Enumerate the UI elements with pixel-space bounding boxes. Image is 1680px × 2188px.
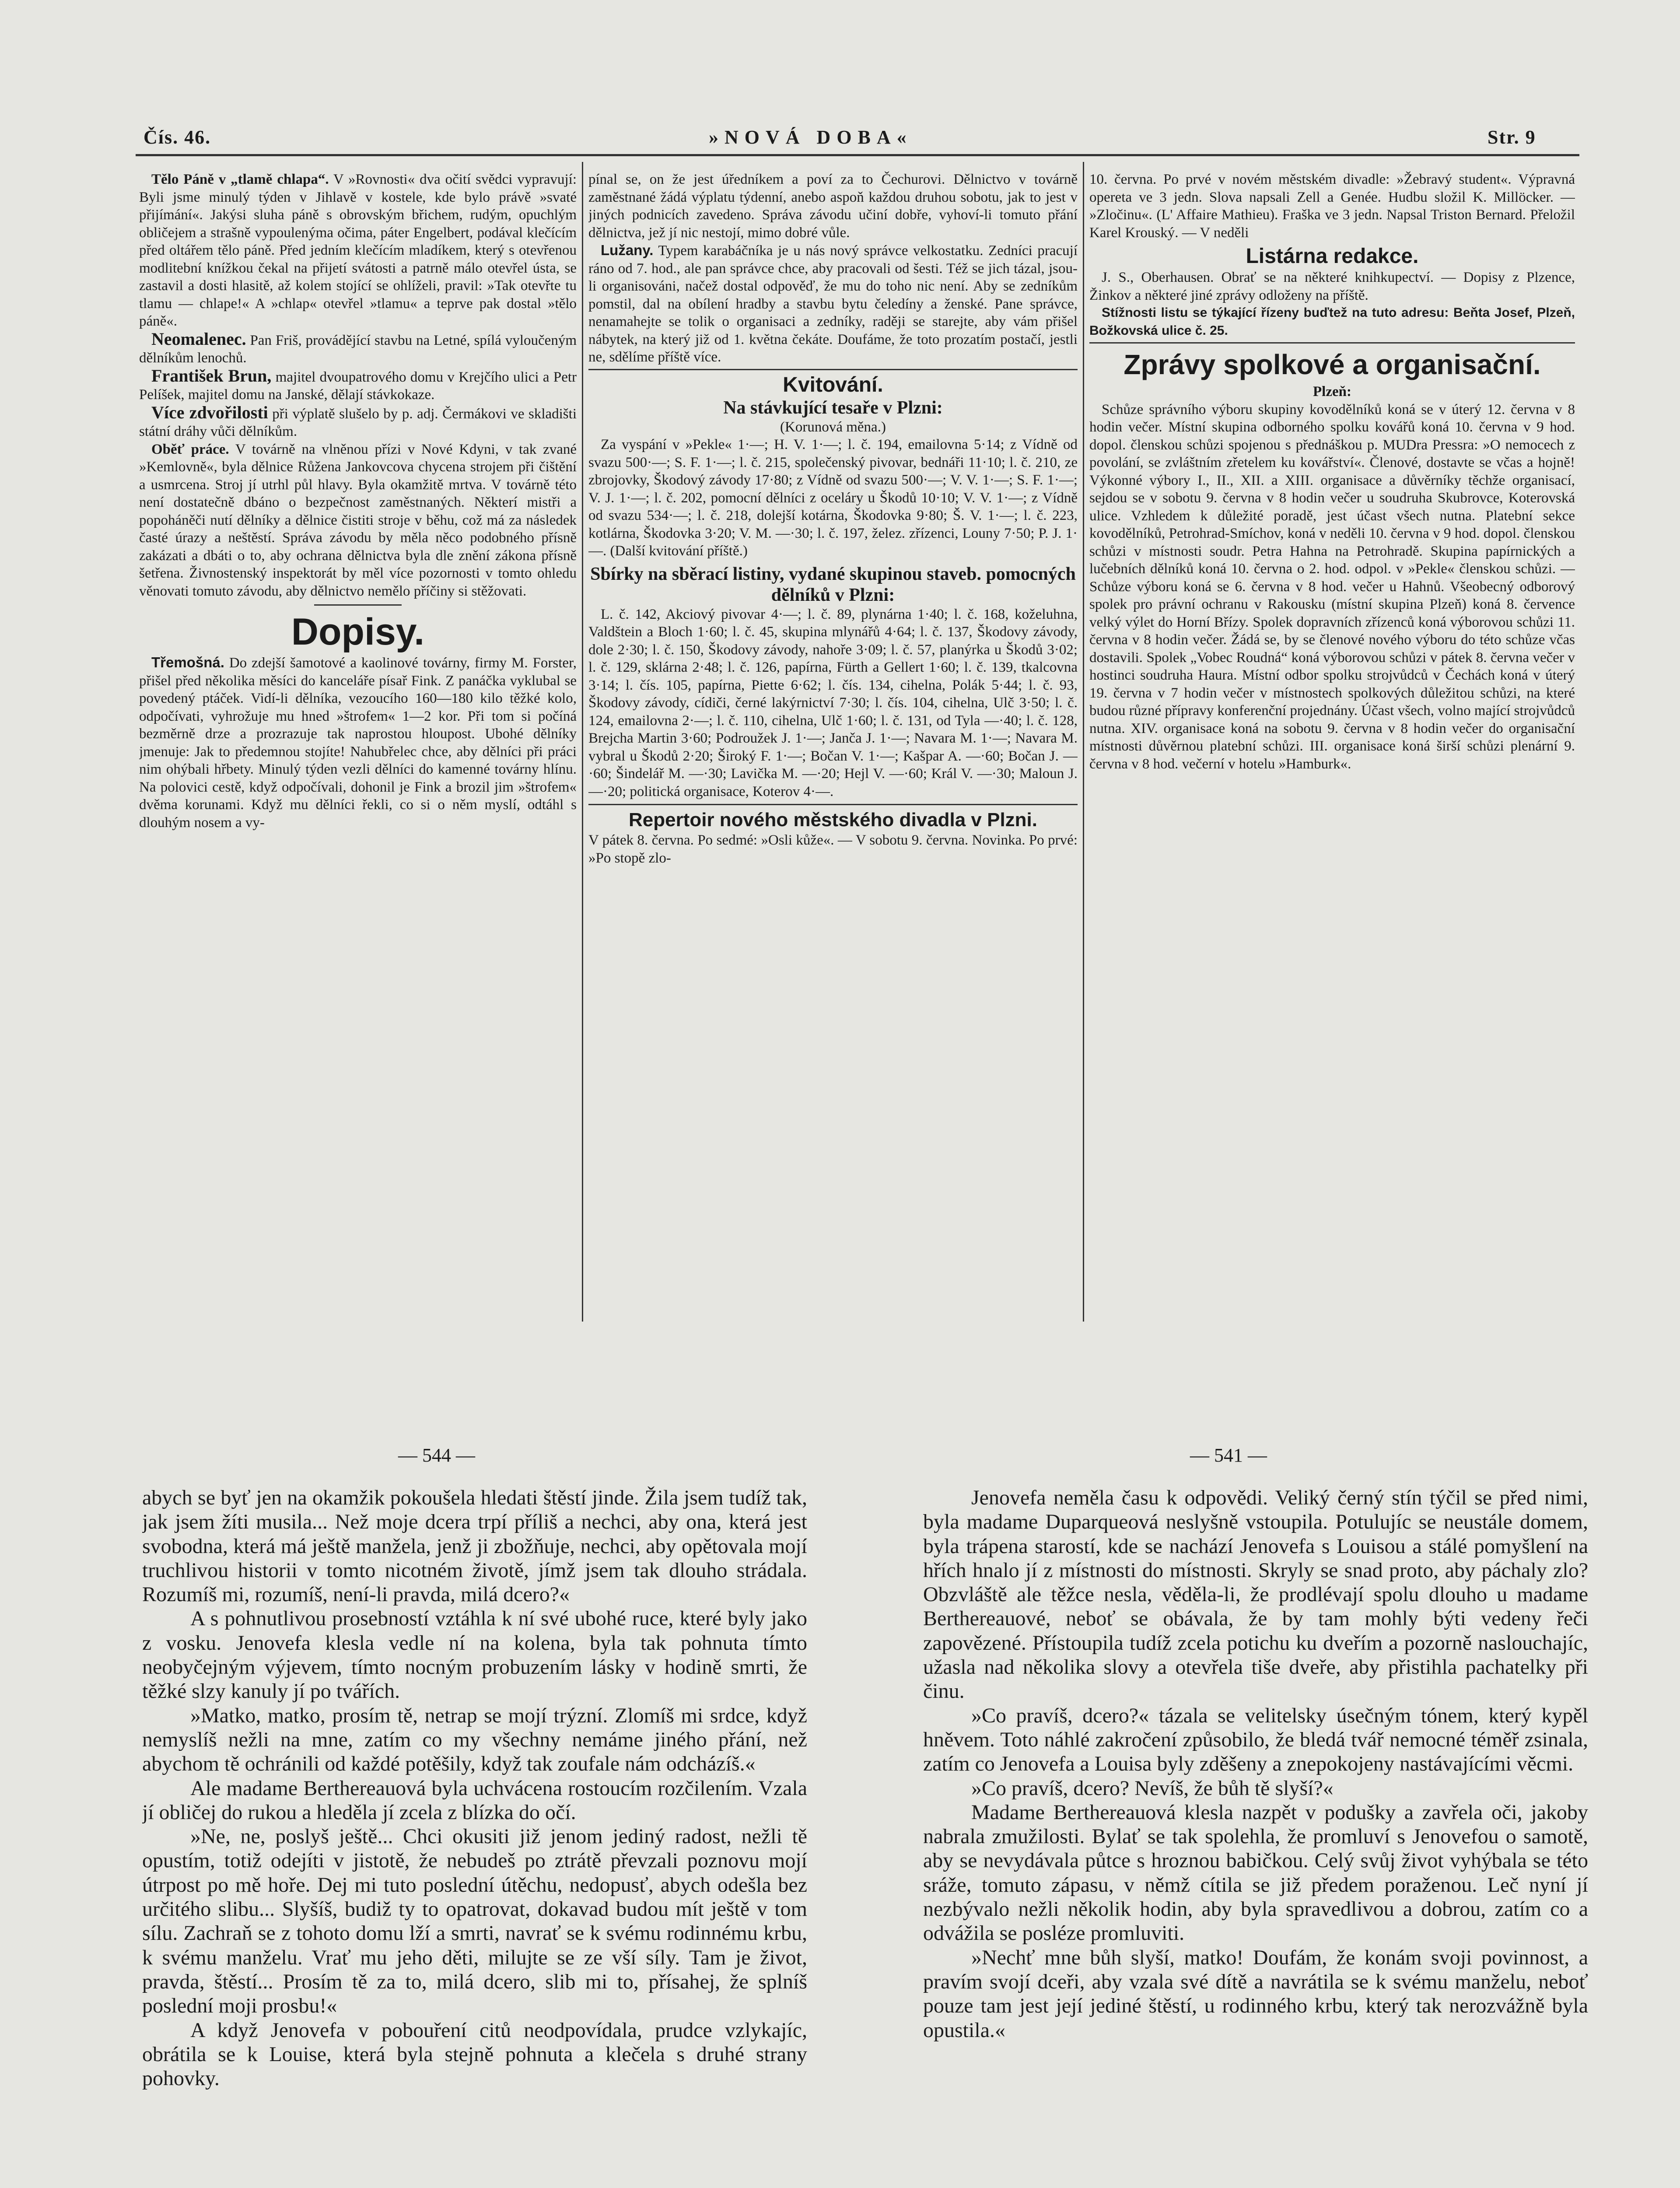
article-heading: František Brun,	[151, 365, 272, 386]
article-heading: Tělo Páně v „tlamě chlapa“.	[151, 172, 329, 187]
article-text: V továrně na vlněnou přízi v Nové Kdyni, v tak zvané »Kemlovně«, byla dělnice Růžena Jankovcova chycena strojem při čištění a usmrcena. Stroj jí utrhl půl hlavy. Byla okamžitě mrtva. V továrně této není dostatečně dbáno o bezpečnost zaměstnaných. Některí mistři a popoháněči nutí dělníky a dělnice čistiti stroje v běhu, což má za následek časté úrazy a neštěstí. Správa závodu by měla něco podobného přísně zakázati a dbáti o to, aby ochrana dělnictva byla dle znění zákona přísně šetřena. Živnostenský inspektorát by měl více pozornosti v tomto ohledu věnovati tomuto závodu, aby dělnictvo nemělo příčiny si stěžovati.	[139, 441, 577, 599]
article-text: majitel dvoupatrového domu v Krejčího ulici a Petr Pelíšek, majitel domu na Janské, dělají stávkokaze.	[139, 369, 577, 403]
column-separator	[1083, 162, 1084, 1322]
novel-paragraph: Ale madame Berthereauová byla uchvácena rostoucím rozčilením. Vzala jí obličej do rukou a hleděla jí zcela z blízka do očí.	[142, 1776, 807, 1824]
right-page-number: — 541 —	[1190, 1445, 1267, 1466]
repertoir-heading: Repertoir nového městského divadla v Plzni.	[628, 809, 1038, 831]
novel-left-column	[142, 1486, 807, 2188]
section-rule	[1089, 342, 1575, 344]
page-number: Str. 9	[1488, 126, 1536, 148]
plzen-heading: Plzeň:	[1313, 384, 1351, 400]
article-heading: Lužany.	[601, 242, 654, 258]
article-heading: Více zdvořilosti	[151, 402, 268, 422]
column-1	[139, 171, 577, 1326]
novel-paragraph: Madame Berthereauová klesla nazpět v podušky a zavřela oči, jakoby nabrala zmužilosti. Bylať se tak spolehla, že promluví s Jenovefou o samotě, aby se nevydávala půtce s hroznou babičkou. Celý svůj život vyhýbala se této sráže, tomuto zápasu, v němž cítila se již předem poraženou. Leč nyní jí nezbývalo nežli několik hodin, aby byla spravedlivou a dobrou, zatím co a odvážila se posléze promluviti.	[923, 1800, 1588, 1945]
section-heading-listarna: Listárna redakce.	[1246, 245, 1419, 268]
article-text: při výplatě slušelo by p. adj. Čermákovi ve skladišti státní dráhy vůči dělníkům.	[139, 406, 577, 439]
article-text: pínal se, on že jest úředníkem a poví za to Čechurovi. Dělnictvo v továrně zaměstnané žádá výplatu týdenní, anebo aspoň každou druhou sobotu, jak to jest v jiných podnicích zavedeno. Správa závodu učiní dobře, vyhoví-li tomuto přání dělnictva, jež jí nic nestojí, mimo dobré vůle.	[588, 172, 1078, 241]
currency-note: (Korunová měna.)	[780, 419, 886, 435]
article-text: 10. června. Po prvé v novém městském divadle: »Žebravý student«. Výpravná opereta ve 3 jedn. Slova napsali Zell a Genée. Hudbu složil K. Millöcker. — »Zločinu«. (L' Affaire Mathieu). Fraška ve 3 jedn. Napsal Triston Bernard. Přeložil Karel Krouský. — V neděli	[1089, 172, 1575, 241]
novel-paragraph: »Nechť mne bůh slyší, matko! Doufám, že konám svoji povinnost, a pravím svojí dceři, aby vzala své dítě a navrátila se k svému manželu, neboť pouze tam jest její jediné štěstí, u rodinného krbu, který tak nerozvážně byla opustila.«	[923, 1946, 1588, 2042]
newspaper-title: »NOVÁ DOBA«	[709, 126, 913, 148]
kvitovani-subheading: Na stávkující tesaře v Plzni:	[723, 397, 943, 418]
article-heading: Třemošná.	[151, 654, 224, 670]
novel-paragraph: abych se byť jen na okamžik pokoušela hledati štěstí jinde. Žila jsem tudíž tak, jak jsem žíti musila... Než moje dcera trpí příliš a nechci, aby ona, která jest svobodna, která má ještě manžela, jenž ji zbožňuje, nechci, aby opětovala mojí truchlivou historii v tomto nicotném životě, jímž jsem tak dlouho strádala. Rozumíš mi, rozumíš, není-li pravda, milá dcero?«	[142, 1486, 807, 1606]
issue-number: Čís. 46.	[144, 126, 211, 148]
column-2	[588, 171, 1078, 1326]
novel-right-column	[923, 1486, 1588, 2188]
section-heading-dopisy: Dopisy.	[291, 611, 425, 653]
article-text: Pan Friš, provádějící stavbu na Letné, spílá vyloučeným dělníkům lenochů.	[139, 332, 577, 366]
article-text: V »Rovnosti« dva očití svědci vypravují: Byli jsme minulý týden v Jihlavě v kostele, kde bylo právě »svaté přijímání«. Jakýsi sluha páně s obrovským břichem, rudým, opuchlým obličejem a strašně vypoulenýma očima, páter Engelbert, podával klečícím před oltářem tělo páně. Před jedním klečícím mladíkem, který s otevřenou modlitební knížkou čekal na přijetí svátosti a patrně málo otevřel ústa, se zastavil a dosti hlasitě, až kolem stojící se ohlíželi, pravil: »Tak otevřte tu tlamu — chlape!« A »chlap« otevřel »tlamu« a teprve pak dostal »tělo páně«.	[139, 172, 577, 329]
kvitovani-list: Za vyspání v »Pekle« 1·—; H. V. 1·—; l. č. 194, emailovna 5·14; z Vídně od svazu 500·—; S. F. 1·—; l. č. 215, společenský pivovar, bednáři 11·10; l. č. 210, ze zbrojovky, Škodový závody 17·80; z Vídně od svazu 500·—; V. V. 1·—; S. F. 1·—; V. J. 1·—; l. č. 202, pomocní dělníci z oceláry u Škodů 10·10; V. V. 1·—; z Vídně od svazu 534·—; l. č. 218, dolejší kotárna, Škodovka 9·80; Š. V. 1·—; l. č. 223, kotlárna, Škodovka 3·20; V. M. —·30; l. č. 197, želez. zřízenci, Louny 7·50; P. J. 1·—. (Další kvitování příště.)	[588, 437, 1078, 559]
section-rule	[588, 804, 1078, 805]
listarna-text: J. S., Oberhausen. Obrať se na některé knihkupectví. — Dopisy z Plzence, Žinkov a některé jiné zprávy odloženy na příště.	[1089, 270, 1575, 303]
sbirky-list: L. č. 142, Akciový pivovar 4·—; l. č. 89, plynárna 1·40; l. č. 168, koželuhna, Valdštein a Bloch 1·60; l. č. 45, skupina mlynářů 4·64; l. č. 137, Škodovy závody, dole 2·30; l. č. 150, Škodovy závody, nahoře 3·09; l. č. 57, planýrka u Škodů 3·02; l. č. 129, sklárna 2·48; l. č. 126, papírna, Fürth a Gellert 1·60; l. č. 139, tkalcovna 3·14; l. čís. 105, papírna, Piette 6·62; l. čís. 134, cihelna, Polák 5·44; l. č. 93, Škodovy závody, cídiči, černé lakýrnictví 7·30; l. čís. 104, cihelna, Ulč 3·50; l. č. 124, emailovna 2·—; l. č. 110, cihelna, Ulč 1·60; l. č. 131, od Tyla —·40; l. č. 128, Brejcha Martin 3·60; Podroužek J. 1·—; Janča J. 1·—; Navara M. 1·—; Navara M. vybral u Škodů 2·20; Široký F. 1·—; Bočan V. 1·—; Kašpar A. —·60; Bočan J. —·60; Šindelář M. —·30; Lavička M. —·20; Hejl V. —·60; Král V. —·30; Maloun J. —·20; politická organisace, Koterov 4·—.	[588, 606, 1078, 799]
novel-paragraph: Jenovefa neměla času k odpovědi. Veliký černý stín týčil se před nimi, byla madame Duparqueová neslyšně vstoupila. Potulujíc se neustále domem, byla trápena starostí, kde se nachází Jenovefa s Louisou a stálé pomyšlení na hřích hnalo jí z místnosti do místnosti. Skryly se snad proto, aby páchaly zlo? Obzvláště ale těžce nesla, věděla-li, že prodlévají spolu dlouho u madame Berthereauové, neboť se obávala, že by tam mohly býti vedeny řeči zapovězené. Přístoupila tudíž zcela potichu ku dveřím a pozorně naslouchajíc, užasla nad několika slovy a otevřela tiše dveře, aby přistihla pachatelky při činu.	[923, 1486, 1588, 1703]
column-3	[1089, 171, 1575, 1326]
novel-paragraph: A když Jenovefa v pobouření citů neodpovídala, prudce vzlykajíc, obrátila se k Louise, která byla stejně pohnuta a klečela s druhé strany pohovky.	[142, 2018, 807, 2090]
column-separator	[582, 162, 583, 1322]
section-heading-kvitovani: Kvitování.	[783, 373, 883, 396]
section-heading-zpravy: Zprávy spolkové a organisační.	[1124, 349, 1541, 380]
zpravy-text: Schůze správního výboru skupiny kovodělníků koná se v úterý 12. června v 8 hodin večer. Místní skupina odborného spolku kovářů koná 10. června v 9 hod. dopol. členskou schůzi spojenou s přednáškou p. MUDra Pressra: »O nemocech z povolání, se zvláštním zřetelem ku kovářství«. Členové, dostavte se včas a hojně! Výkonné výbory I., II., XII. a XIII. organisace a důvěrníky těchže organisací, sejdou se v sobotu 9. června v 8 hodin večer u soudruha Skubrovce, Koterovská ulice. Vzhledem k důležité poradě, jest účast všech nutna. Platební sekce kovodělníků, Petrohrad-Smíchov, koná v neděli 10. června v 9 hod. dopol. členskou schůzi v místnosti soudr. Petra Hahna na Petrohradě. Skupina papírnických a lučebních dělníků koná 10. června o 2. hod. odpol. v »Pekle« členskou schůzi. — Schůze výboru koná se 6. června v 8 hod. večer u Hahnů. Všeobecný odborový spolek pro právní ochranu v Rakousku (místní skupina Plzeň) koná 8. července velký výlet do Horní Břízy. Spolek dopravních zřízenců koná výborovou schůzi 11. června v 8 hodin večer. Žádá se, by se členové nového výboru do této schůze včas dostavili. Spolek „Vobec Roudná“ koná výborovou schůzi v pátek 8. června večer v hostinci soudruha Haura. Místní odbor spolku strojvůdců v Čechách koná v úterý 19. června v 7 hodin večer v místnostech spolkových důležitou schůzi, na které budou různé přípravy konferenční projednány. Účast všech, volno mající strojvůdců nutna. XIV. organisace koná na sobotu 9. června v 8 hodin večer do organisační místnosti důvěrnou platební schůzi. III. organisace koná širší schůzi plenární 9. června v 8 hod. večerní v hotelu »Hamburk«.	[1089, 401, 1575, 772]
listarna-note: Stížnosti listu se týkající řízeny buďtež na tuto adresu: Beňta Josef, Plzeň, Božkovská ulice č. 25.	[1089, 305, 1575, 338]
left-page-number: — 544 —	[398, 1445, 475, 1466]
novel-paragraph: »Ne, ne, poslyš ještě... Chci okusiti již jenom jediný radost, nežli tě opustím, totiž odejíti v jistotě, že nebudeš po ztrátě převzali poznovu mojí útrpost po mě hoře. Dej mi tuto poslední útěchu, nedopusť, abych odešla bez určitého slibu... Slyšíš, budiž ty to opatrovat, dokavad budou mít ještě v tom sílu. Zachraň se z tohoto domu lží a smrti, navrať se k svému rodinnému krbu, k svému manželu. Vrať mu jeho děti, milujte se ze vší síly. Tam je život, pravda, štěstí... Prosím tě za to, milá dcero, slib mi to, přísahej, že splníš poslední moji prosbu!«	[142, 1825, 807, 2018]
section-rule	[588, 369, 1078, 370]
novel-paragraph: »Matko, matko, prosím tě, netrap se mojí trýzní. Zlomíš mi srdce, když nemyslíš nežli na mne, zatím co my všechny nemáme jiného přání, než abychom tě ochránili od každé potěšily, když tak zoufale nám odcházíš.«	[142, 1704, 807, 1776]
article-text: Do zdejší šamotové a kaolinové továrny, firmy M. Forster, přišel před několika měsíci do kanceláře písař Fink. Z panáčka vyklubal se povedený ptáček. Vidí-li dělníka, vezoucího 160—180 kilo těžké kolo, odpočívati, vyhrožuje mu hned »štrofem« 1—2 kor. Při tom si počíná bezměrně drze a prozrazuje tak naprostou hloupost. Ubohé dělníky jmenuje: Jak to předemnou stojíte! Nahubřelec chce, aby dělníci při práci nim ohýbali hřbety. Minulý týden vezli dělníci do kamenné továrny hlínu. Na polovici cestě, když odpočívali, dohonil je Fink a brozil jim »štrofem« dvěma korunami. Když mu dělníci řekli, co si o něm myslí, odtáhl s dlouhým nosem a vy-	[139, 655, 577, 831]
article-heading: Oběť práce.	[151, 441, 229, 457]
article-heading: Neomalenec.	[151, 329, 246, 349]
header-rule	[136, 154, 1579, 156]
novel-paragraph: A s pohnutlivou prosebností vztáhla k ní své ubohé ruce, které byly jako z vosku. Jenovefa klesla vedle ní na kolena, byla tak pohnuta tímto neobyčejným výjevem, tímto nocným probuzením lásky v hodině smrti, že těžké slzy kanuly jí po tvářích.	[142, 1607, 807, 1703]
novel-paragraph: »Co pravíš, dcero?« tázala se velitelsky úsečným tónem, který kypěl hněvem. Toto náhlé zakročení způsobilo, že bledá tvář nemocné téměř zsinala, zatím co Jenovefa a Louisa byly zděšeny a znepokojeny nastávajícími věcmi.	[923, 1704, 1588, 1776]
novel-paragraph: »Co pravíš, dcero? Nevíš, že bůh tě slyší?«	[971, 1776, 1334, 1800]
sbirky-heading: Sbírky na sběrací listiny, vydané skupinou staveb. pomocných dělníků v Plzni:	[590, 564, 1076, 605]
repertoir-text: V pátek 8. června. Po sedmé: »Osli kůže«. — V sobotu 9. června. Novinka. Po prvé: »Po stopě zlo-	[588, 832, 1078, 866]
section-rule	[314, 604, 402, 606]
article-text: Typem karabáčníka je u nás nový správce velkostatku. Zedníci pracují ráno od 7. hod., ale pan správce chce, aby pracovali od šesti. Též se jich tázal, jsou-li organisováni, načež dostal odpověď, že mu do toho nic není. Aby se zedníkům pomstil, dal na obílení hradby a stavbu bytu čeledíny a ženské. Pane správce, nenamahejte se tolik o organisaci a zedníky, raději se starejte, aby vám přišel nábytek, na který již od 1. května čekáte. Doufáme, že toto prozatím postačí, jestli ne, sdělíme příště více.	[588, 243, 1078, 365]
